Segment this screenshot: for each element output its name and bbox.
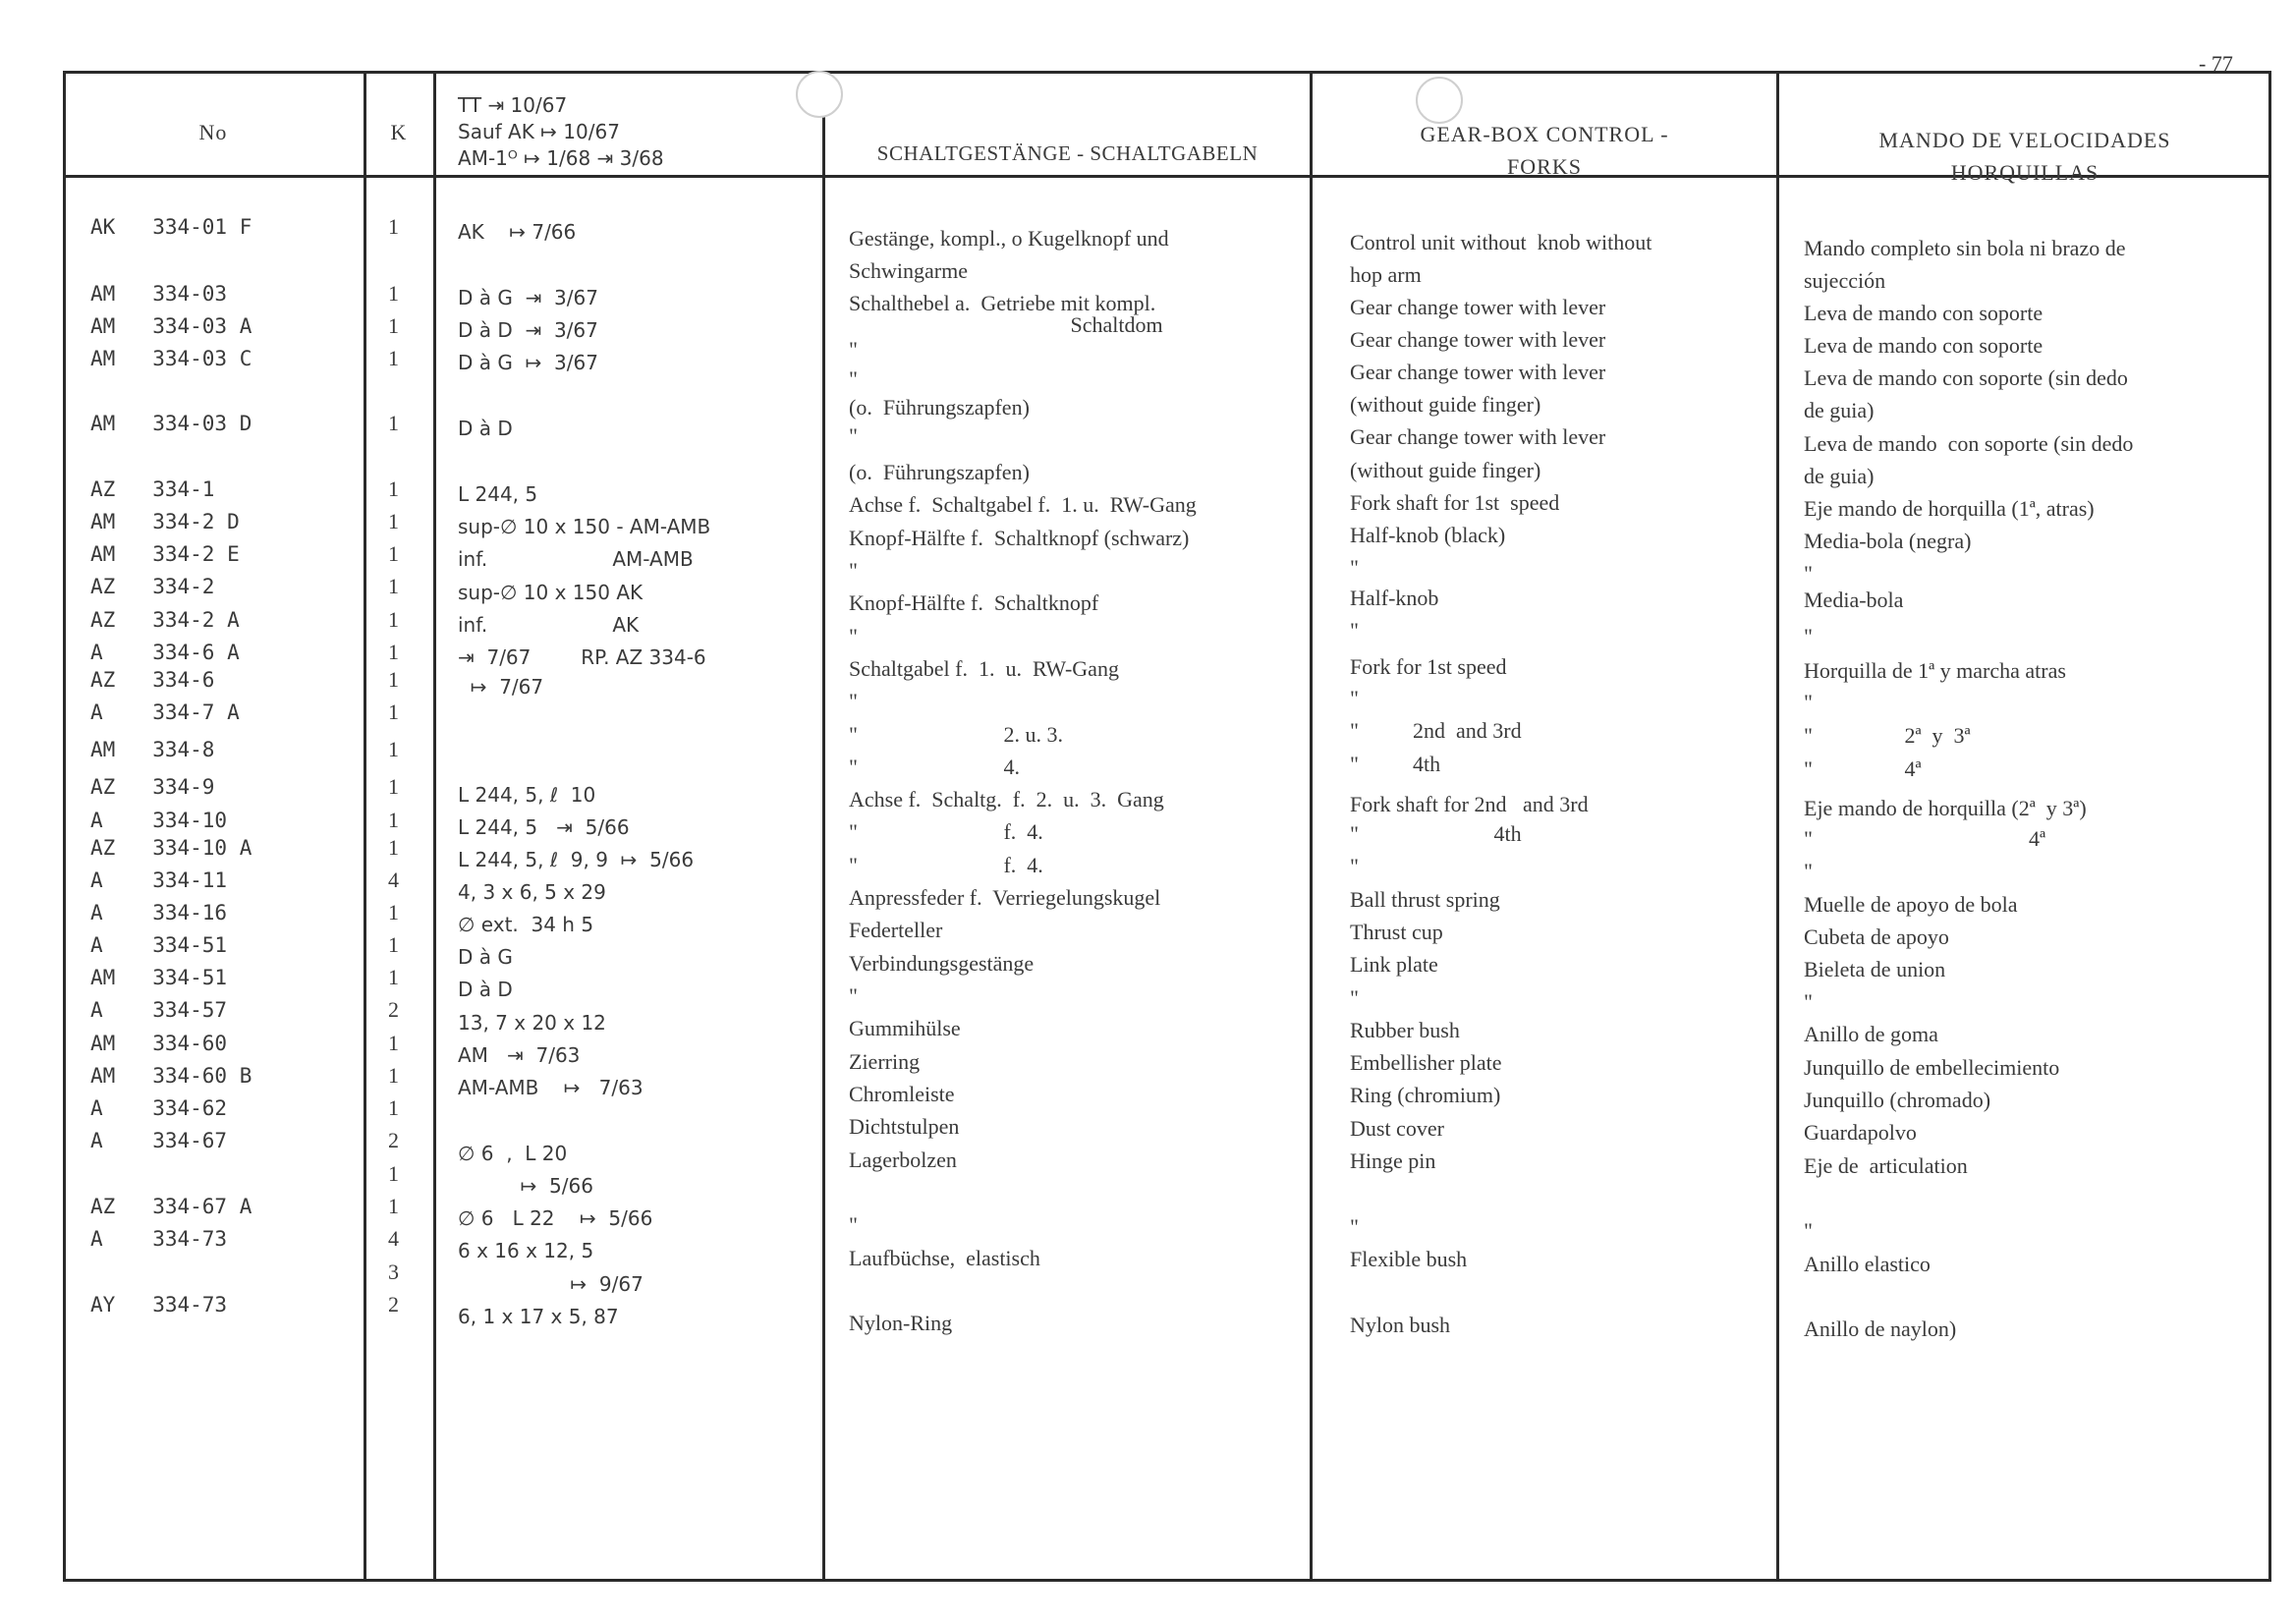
spanish-description-cell: Anillo de goma [1804,1022,1938,1046]
spanish-description-cell: Leva de mando con soporte [1804,301,2044,325]
english-description-cell: Half-knob [1350,586,1439,610]
applicability-cell: sup-∅ 10 x 150 AK [458,581,644,604]
part-number-cell: A 334-7 A [90,700,240,724]
spanish-description-cell: Horquilla de 1ª y marcha atras [1804,658,2066,683]
english-description-cell: Ball thrust spring [1350,887,1500,912]
header-german: SCHALTGESTÄNGE - SCHALTGABELN [876,141,1259,165]
english-description-cell: " 4th [1350,752,1441,776]
quantity-cell: 1 [388,214,399,239]
applicability-cell: AM-AMB ↦ 7/63 [458,1076,644,1099]
quantity-cell: 1 [388,1161,399,1186]
applicability-cell: D à G ↦ 3/67 [458,351,598,374]
german-description-cell: Achse f. Schaltg. f. 2. u. 3. Gang [849,787,1164,812]
part-number-cell: AY 334-73 [90,1293,228,1316]
header-english [1313,118,1776,183]
header-english-line: GEAR-BOX CONTROL - [1420,122,1669,146]
spanish-description-cell: Eje de articulation [1804,1153,1968,1178]
english-description-cell: Link plate [1350,952,1438,977]
german-description-cell: Gestänge, kompl., o Kugelknopf und [849,226,1169,251]
spanish-description-cell: " [1804,859,1813,883]
english-description-cell: Fork shaft for 1st speed [1350,490,1560,515]
spanish-description-cell: Media-bola (negra) [1804,529,1972,553]
part-number-cell: AZ 334-67 A [90,1195,252,1218]
applicability-cell: ∅ 6 , L 20 [458,1142,568,1165]
column-divider [364,71,366,1582]
german-description-cell: Federteller [849,918,943,942]
english-description-cell: " 4th [1350,821,1522,846]
english-description-cell: Hinge pin [1350,1148,1436,1173]
german-description-cell: Knopf-Hälfte f. Schaltknopf (schwarz) [849,526,1190,550]
english-description-cell: Rubber bush [1350,1018,1460,1042]
german-description-cell: (o. Führungszapfen) [849,460,1030,484]
part-number-cell: AK 334-01 F [90,215,252,239]
applicability-cell: ↦ 5/66 [458,1174,593,1198]
spanish-description-cell: " [1804,690,1813,714]
part-number-cell: A 334-67 [90,1129,228,1152]
german-description-cell: Chromleiste [849,1082,955,1106]
german-description-cell: Verbindungsgestänge [849,951,1035,976]
part-number-cell: AZ 334-1 [90,477,215,501]
german-description-cell: Schaltgabel f. 1. u. RW-Gang [849,656,1119,681]
column-divider [1776,71,1779,1582]
header-spanish-line: HORQUILLAS [1950,160,2100,185]
part-number-cell: AM 334-2 E [90,542,240,566]
applicability-cell: L 244, 5 [458,482,538,506]
part-number-cell: AM 334-60 B [90,1064,252,1088]
part-number-cell: AZ 334-2 A [90,608,240,632]
header-spanish-line: MANDO DE VELOCIDADES [1878,128,2171,152]
spanish-description-cell: Leva de mando con soporte (sin dedo [1804,431,2134,456]
quantity-cell: 1 [388,574,399,598]
header-applicability [458,92,812,172]
part-number-cell: AM 334-60 [90,1032,228,1055]
part-number-cell: A 334-16 [90,901,228,924]
part-number-cell: AZ 334-10 A [90,836,252,860]
spanish-description-cell: " [1804,561,1813,586]
spanish-description-cell: " 4ª [1804,756,1922,781]
applicability-cell: L 244, 5 ⇥ 5/66 [458,815,630,839]
german-description-cell: " [849,983,858,1008]
applicability-cell: sup-∅ 10 x 150 - AM-AMB [458,515,711,538]
english-description-cell: " [1350,854,1359,878]
spanish-description-cell: Junquillo de embellecimiento [1804,1055,2060,1080]
spanish-description-cell: Guardapolvo [1804,1120,1917,1145]
header-applicability-line: TT ⇥ 10/67 [458,93,568,117]
spanish-description-cell: " [1804,989,1813,1014]
applicability-cell: L 244, 5, ℓ 10 [458,783,596,807]
quantity-cell: 1 [388,313,399,338]
part-number-cell: A 334-57 [90,998,228,1022]
english-description-cell: Gear change tower with lever [1350,360,1606,384]
german-description-cell: " [849,423,858,448]
part-number-cell: A 334-51 [90,933,228,957]
german-description-cell: Schwingarme [849,258,968,283]
german-description-cell: " 2. u. 3. [849,722,1063,747]
part-number-cell: AZ 334-9 [90,775,215,799]
spanish-description-cell: " 4ª [1804,826,2046,851]
quantity-cell: 1 [388,932,399,957]
header-no: No [198,120,228,144]
page-number: - 77 [2199,51,2233,76]
german-description-cell: " f. 4. [849,819,1043,844]
quantity-cell: 2 [388,997,399,1022]
quantity-cell: 1 [388,900,399,924]
english-description-cell: Gear change tower with lever [1350,295,1606,319]
part-number-cell: A 334-10 [90,809,228,832]
applicability-cell: AM ⇥ 7/63 [458,1043,581,1067]
part-number-cell: A 334-6 A [90,641,240,664]
header-applicability-line: Sauf AK ↦ 10/67 [458,120,620,143]
part-number-cell: A 334-73 [90,1227,228,1251]
quantity-cell: 1 [388,965,399,989]
part-number-cell: AM 334-2 D [90,510,240,533]
quantity-cell: 1 [388,835,399,860]
german-description-cell: " 4. [849,755,1020,779]
quantity-cell: 1 [388,700,399,724]
applicability-cell: D à D ⇥ 3/67 [458,318,598,342]
german-description-cell: Achse f. Schaltgabel f. 1. u. RW-Gang [849,492,1197,517]
quantity-cell: 2 [388,1128,399,1152]
column-divider [433,71,436,1582]
applicability-cell: AK ↦ 7/66 [458,220,577,244]
applicability-cell: L 244, 5, ℓ 9, 9 ↦ 5/66 [458,848,695,871]
applicability-cell: 6 x 16 x 12, 5 [458,1239,594,1262]
quantity-cell: 1 [388,281,399,306]
quantity-cell: 1 [388,607,399,632]
english-description-cell: Dust cover [1350,1116,1444,1141]
quantity-cell: 1 [388,667,399,692]
part-number-cell: AZ 334-2 [90,575,215,598]
german-description-cell: (o. Führungszapfen) [849,395,1030,420]
german-description-cell: Schalthebel a. Getriebe mit kompl. [849,291,1156,315]
part-number-cell: A 334-11 [90,868,228,892]
applicability-cell: D à G ⇥ 3/67 [458,286,598,309]
english-description-cell: " [1350,618,1359,643]
part-number-cell: AM 334-8 [90,738,215,761]
part-number-cell: AZ 334-6 [90,668,215,692]
english-description-cell: Half-knob (black) [1350,523,1506,547]
german-description-cell: " [849,1212,858,1237]
applicability-cell: 4, 3 x 6, 5 x 29 [458,880,606,904]
german-description-cell: " [849,689,858,713]
german-description-cell: Nylon-Ring [849,1311,953,1335]
german-description-cell: Lagerbolzen [849,1148,957,1172]
applicability-cell: inf. AK [458,613,640,637]
spanish-description-cell: Anillo de naylon) [1804,1316,1957,1341]
quantity-cell: 1 [388,1031,399,1055]
spanish-description-cell: Mando completo sin bola ni brazo de [1804,236,2126,260]
part-number-cell: AM 334-03 [90,282,228,306]
spanish-description-cell: de guia) [1804,398,1875,422]
german-description-cell: Anpressfeder f. Verriegelungskugel [849,885,1161,910]
quantity-cell: 1 [388,737,399,761]
german-description-cell: " f. 4. [849,853,1043,877]
header-applicability-line: AM-1ᴼ ↦ 1/68 ⇥ 3/68 [458,146,664,170]
header-spanish [1779,124,2270,189]
header-k: K [390,120,408,144]
applicability-cell: ⇥ 7/67 RP. AZ 334-6 [458,645,706,669]
english-description-cell: (without guide finger) [1350,458,1541,482]
part-number-cell: AM 334-03 A [90,314,252,338]
applicability-cell: ↦ 7/67 [458,675,544,699]
quantity-cell: 1 [388,1063,399,1088]
german-description-cell: Dichtstulpen [849,1114,960,1139]
part-number-cell: AM 334-03 D [90,412,252,435]
applicability-cell: 6, 1 x 17 x 5, 87 [458,1305,619,1328]
german-description-cell: " [849,624,858,648]
quantity-cell: 1 [388,476,399,501]
german-description-cell: " [849,558,858,583]
english-description-cell: Thrust cup [1350,920,1443,944]
spanish-description-cell: Eje mando de horquilla (1ª, atras) [1804,496,2095,521]
spanish-description-cell: Anillo elastico [1804,1252,1931,1276]
spanish-description-cell: Junquillo (chromado) [1804,1088,1991,1112]
english-description-cell: Fork shaft for 2nd and 3rd [1350,792,1589,816]
punch-hole [1416,77,1463,124]
german-description-cell: Laufbüchse, elastisch [849,1246,1040,1270]
english-description-cell: (without guide finger) [1350,392,1541,417]
quantity-cell: 1 [388,411,399,435]
applicability-cell: ∅ 6 L 22 ↦ 5/66 [458,1206,653,1230]
quantity-cell: 4 [388,868,399,892]
spanish-description-cell: Leva de mando con soporte (sin dedo [1804,365,2128,390]
english-description-cell: " [1350,686,1359,710]
quantity-cell: 1 [388,774,399,799]
english-description-cell: Nylon bush [1350,1313,1451,1337]
applicability-cell: D à G [458,945,513,969]
spanish-description-cell: de guia) [1804,464,1875,488]
header-english-line: FORKS [1507,154,1582,179]
english-description-cell: Embellisher plate [1350,1050,1502,1075]
quantity-cell: 1 [388,808,399,832]
quantity-cell: 1 [388,1095,399,1120]
part-number-cell: AM 334-03 C [90,347,252,370]
quantity-cell: 4 [388,1226,399,1251]
german-description-cell: Knopf-Hälfte f. Schaltknopf [849,590,1099,615]
spanish-description-cell: Cubeta de apoyo [1804,924,1949,949]
spanish-description-cell: Muelle de apoyo de bola [1804,892,2018,917]
spanish-description-cell: " [1804,1218,1813,1243]
quantity-cell: 1 [388,509,399,533]
applicability-cell: inf. AM-AMB [458,547,694,571]
quantity-cell: 2 [388,1292,399,1316]
applicability-cell: D à D [458,417,513,440]
quantity-cell: 1 [388,346,399,370]
quantity-cell: 1 [388,541,399,566]
spanish-description-cell: Leva de mando con soporte [1804,333,2044,358]
part-number-cell: AM 334-51 [90,966,228,989]
quantity-cell: 1 [388,640,399,664]
german-description-cell: Schaltdom [849,312,1163,337]
english-description-cell: " [1350,555,1359,580]
applicability-cell: D à D [458,978,513,1001]
english-description-cell: Gear change tower with lever [1350,424,1606,449]
english-description-cell: Fork for 1st speed [1350,654,1507,679]
quantity-cell: 3 [388,1260,399,1284]
column-divider [1310,71,1313,1582]
english-description-cell: Control unit without knob without [1350,230,1652,254]
spanish-description-cell: Eje mando de horquilla (2ª y 3ª) [1804,796,2087,820]
spanish-description-cell: " [1804,624,1813,648]
english-description-cell: " [1350,1214,1359,1239]
quantity-cell: 1 [388,1194,399,1218]
spanish-description-cell: sujección [1804,268,1886,293]
german-description-cell: Zierring [849,1049,921,1074]
english-description-cell: " 2nd and 3rd [1350,718,1522,743]
english-description-cell: Gear change tower with lever [1350,327,1606,352]
applicability-cell: 13, 7 x 20 x 12 [458,1011,606,1035]
english-description-cell: Flexible bush [1350,1247,1468,1271]
part-number-cell: A 334-62 [90,1096,228,1120]
german-description-cell: " [849,337,858,362]
german-description-cell: " [849,366,858,391]
applicability-cell: ∅ ext. 34 h 5 [458,913,594,936]
column-divider [822,71,825,1582]
spanish-description-cell: Bieleta de union [1804,957,1946,981]
english-description-cell: Ring (chromium) [1350,1083,1501,1107]
english-description-cell: hop arm [1350,262,1422,287]
applicability-cell: ↦ 9/67 [458,1272,644,1296]
english-description-cell: " [1350,985,1359,1010]
german-description-cell: Gummihülse [849,1016,961,1040]
spanish-description-cell: Media-bola [1804,588,1904,612]
spanish-description-cell: " 2ª y 3ª [1804,723,1971,748]
